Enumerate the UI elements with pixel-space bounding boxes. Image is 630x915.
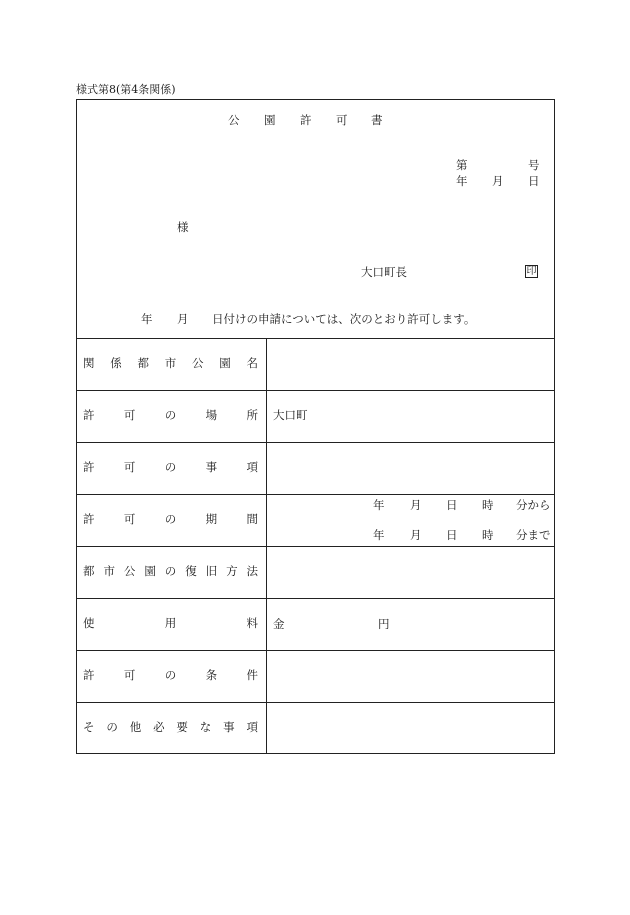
period-to-month: 月 bbox=[410, 528, 422, 542]
row-divider bbox=[76, 390, 555, 391]
fee-prefix: 金 bbox=[273, 617, 285, 631]
row-label-char: 許 bbox=[83, 668, 95, 682]
title-char: 園 bbox=[264, 113, 276, 127]
row-label-char: の bbox=[164, 512, 177, 526]
row-label-char: 場 bbox=[205, 408, 218, 422]
row-label-char: 公 bbox=[123, 564, 136, 578]
row-label-char: 項 bbox=[246, 460, 258, 474]
row-label-char: 許 bbox=[83, 512, 95, 526]
row-label-char: 必 bbox=[153, 720, 165, 734]
row-label-char: 所 bbox=[246, 408, 258, 422]
row-label-char: の bbox=[106, 720, 118, 734]
row-label-char: 市 bbox=[164, 356, 177, 370]
statement-month: 月 bbox=[177, 312, 189, 326]
row-label-char: 料 bbox=[246, 616, 258, 630]
date-month: 月 bbox=[492, 174, 504, 188]
row-label-char: の bbox=[164, 668, 177, 682]
seal-mark: 印 bbox=[526, 265, 537, 277]
location-value[interactable]: 大口町 bbox=[273, 408, 308, 422]
row-label-char: 法 bbox=[246, 564, 258, 578]
row-label-char: 旧 bbox=[205, 564, 218, 578]
title-char: 可 bbox=[336, 113, 348, 127]
title-char: 許 bbox=[300, 113, 312, 127]
form-number-label: 様式第8(第4条関係) bbox=[76, 83, 176, 96]
row-label-char: の bbox=[164, 408, 177, 422]
row-label-char: 使 bbox=[83, 616, 95, 630]
row-label-char: 条 bbox=[205, 668, 218, 682]
row-divider bbox=[76, 546, 555, 547]
date-day: 日 bbox=[528, 174, 540, 188]
row-label-char: 項 bbox=[246, 720, 258, 734]
row-label-char: 件 bbox=[246, 668, 258, 682]
date-year: 年 bbox=[456, 174, 468, 188]
row-label-char: 復 bbox=[185, 564, 197, 578]
row-divider bbox=[76, 338, 555, 339]
row-label-char: 方 bbox=[226, 564, 238, 578]
row-label-char: 要 bbox=[176, 720, 188, 734]
period-from-day: 日 bbox=[446, 498, 458, 512]
number-prefix: 第 bbox=[456, 158, 468, 172]
row-label-char: 間 bbox=[246, 512, 258, 526]
statement-text: 日付けの申請については、次のとおり許可します。 bbox=[212, 312, 476, 326]
row-label-char: 許 bbox=[83, 408, 95, 422]
row-label-char: 園 bbox=[144, 564, 156, 578]
row-label-char: 用 bbox=[164, 616, 177, 630]
number-suffix: 号 bbox=[528, 158, 540, 172]
row-label-char: の bbox=[164, 460, 177, 474]
row-label-char: 園 bbox=[219, 356, 231, 370]
period-from-hour: 時 bbox=[482, 498, 494, 512]
row-divider bbox=[76, 650, 555, 651]
statement-year: 年 bbox=[141, 312, 153, 326]
row-label-char: 事 bbox=[205, 460, 218, 474]
row-label-char: 可 bbox=[123, 512, 136, 526]
period-to-year: 年 bbox=[373, 528, 385, 542]
permit-form-frame bbox=[76, 99, 555, 754]
title-char: 書 bbox=[371, 113, 383, 127]
row-label-char: 事 bbox=[223, 720, 235, 734]
period-from-minute: 分から bbox=[516, 498, 551, 512]
row-label-char: 市 bbox=[103, 564, 115, 578]
period-from-month: 月 bbox=[410, 498, 422, 512]
row-divider bbox=[76, 702, 555, 703]
period-to-minute: 分まで bbox=[516, 528, 551, 542]
row-label-char: そ bbox=[83, 720, 95, 734]
fee-unit: 円 bbox=[378, 617, 390, 631]
row-label-char: 可 bbox=[123, 668, 136, 682]
column-divider bbox=[266, 338, 267, 754]
row-label-char: 期 bbox=[205, 512, 218, 526]
row-label-char: 可 bbox=[123, 408, 136, 422]
row-label-char: 公 bbox=[192, 356, 204, 370]
addressee-suffix: 様 bbox=[177, 220, 189, 234]
row-divider bbox=[76, 598, 555, 599]
row-label-char: 他 bbox=[129, 720, 142, 734]
row-label-char: 可 bbox=[123, 460, 136, 474]
title-char: 公 bbox=[228, 113, 240, 127]
row-label-char: 名 bbox=[246, 356, 258, 370]
period-from-year: 年 bbox=[373, 498, 385, 512]
row-label-char: 関 bbox=[83, 356, 95, 370]
row-label-char: の bbox=[164, 564, 177, 578]
row-divider bbox=[76, 494, 555, 495]
row-label-char: 係 bbox=[110, 356, 122, 370]
row-divider bbox=[76, 442, 555, 443]
issuer-name: 大口町長 bbox=[361, 265, 407, 279]
row-label-char: 都 bbox=[83, 564, 95, 578]
period-to-hour: 時 bbox=[482, 528, 494, 542]
row-label-char: な bbox=[199, 720, 212, 734]
row-label-char: 都 bbox=[137, 356, 149, 370]
period-to-day: 日 bbox=[446, 528, 458, 542]
row-label-char: 許 bbox=[83, 460, 95, 474]
